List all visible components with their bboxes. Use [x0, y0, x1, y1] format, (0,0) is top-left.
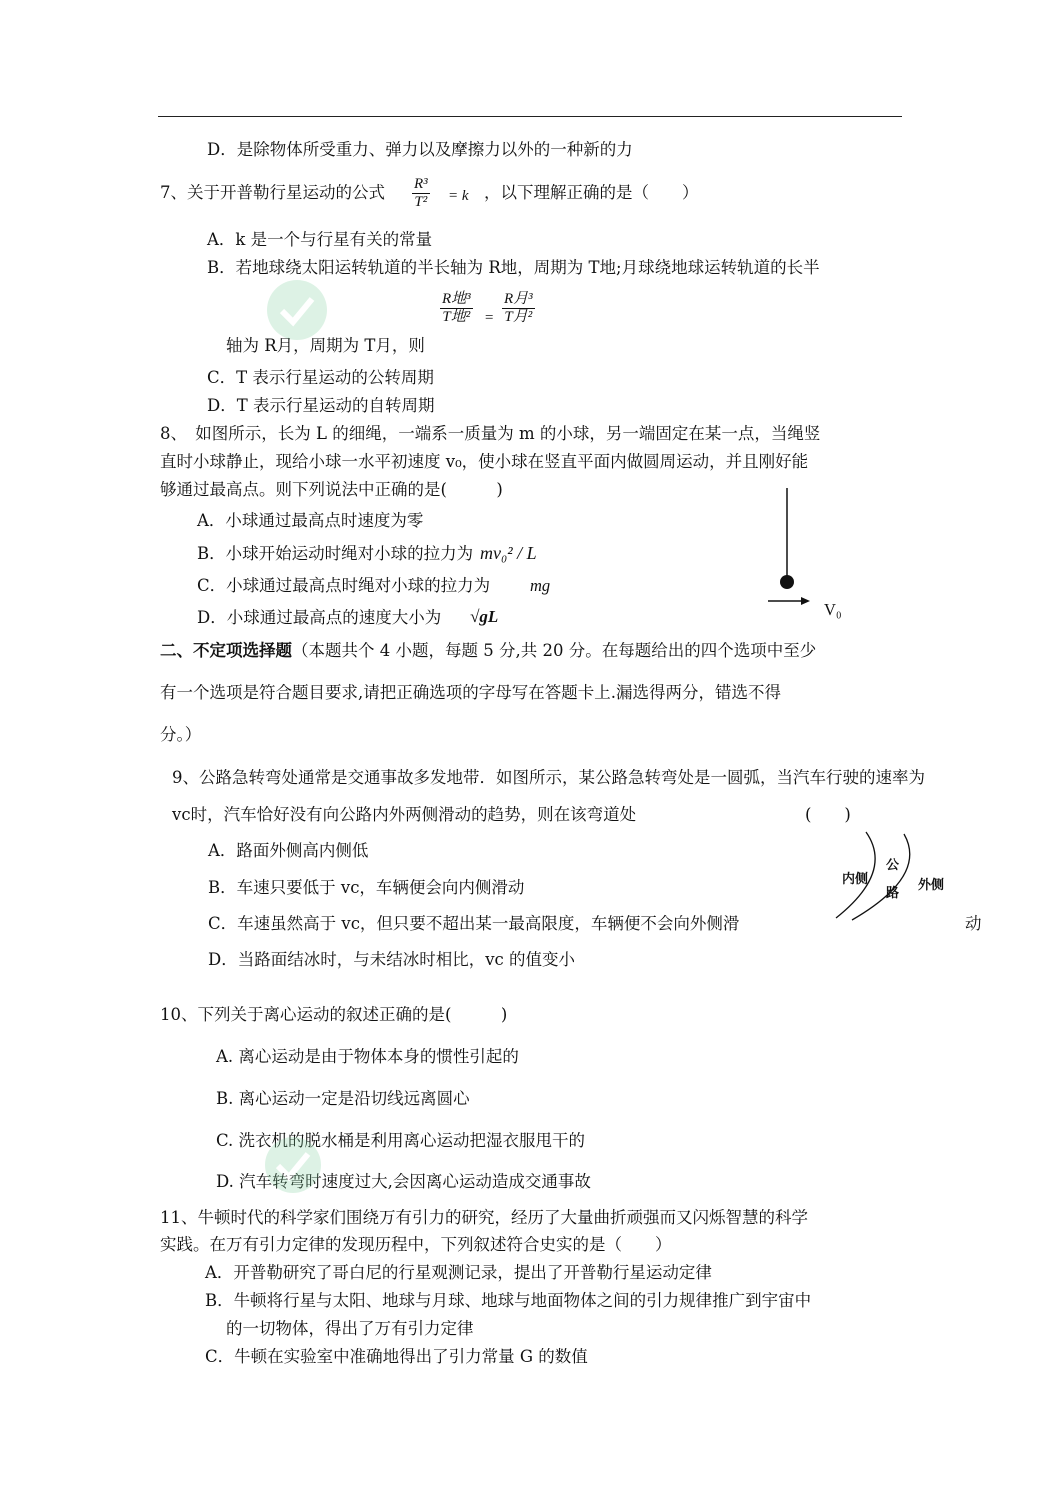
- q9-option-c: C．车速虽然高于 vc，但只要不超出某一最高限度，车辆便不会向外侧滑: [208, 914, 740, 933]
- q8-line2: 直时小球静止，现给小球一水平初速度 v₀，使小球在竖直平面内做圆周运动，并且刚好能: [160, 452, 809, 471]
- q6-option-d: D．是除物体所受重力、弹力以及摩擦力以外的一种新的力: [207, 140, 633, 159]
- watermark-logo-icon-2: [258, 1130, 328, 1200]
- q10-option-c: C. 洗衣机的脱水桶是利用离心运动把湿衣服甩干的: [216, 1131, 586, 1150]
- header-rule: [158, 116, 902, 117]
- q9-line2: vc时，汽车恰好没有向公路内外两侧滑动的趋势，则在该弯道处: [172, 805, 637, 824]
- q7-stem: 7、关于开普勒行星运动的公式: [160, 183, 385, 202]
- q11-option-c: C．牛顿在实验室中准确地得出了引力常量 G 的数值: [205, 1347, 588, 1366]
- section2-desc3: 分。）: [160, 725, 202, 744]
- q7-option-c: C．T 表示行星运动的公转周期: [207, 368, 434, 387]
- q7-b-formula-equals: =: [484, 310, 495, 326]
- q8-option-a: A．小球通过最高点时速度为零: [197, 511, 424, 530]
- q7-option-b-line1: B．若地球绕太阳运转轨道的半长轴为 R地，周期为 T地;月球绕地球运转轨道的长半: [207, 258, 820, 277]
- q8-line3: 够通过最高点。则下列说法中正确的是( ): [160, 480, 503, 499]
- section2-header: [160, 641, 816, 661]
- section2-desc2: 有一个选项是符合题目要求,请把正确选项的字母写在答题卡上.漏选得两分，错选不得: [160, 683, 781, 702]
- pendulum-figure: [760, 480, 840, 620]
- velocity-label: V₀: [824, 600, 842, 619]
- q9-option-a: A．路面外侧高内侧低: [208, 841, 369, 860]
- q11-option-b-line2: 的一切物体，得出了万有引力定律: [226, 1319, 474, 1338]
- q11-option-b-line1: B．牛顿将行星与太阳、地球与月球、地球与地面物体之间的引力规律推广到宇宙中: [205, 1291, 812, 1310]
- pendulum-ball: [780, 575, 794, 589]
- q9-option-c-tail: 动: [965, 914, 982, 933]
- q9-line1: 9、公路急转弯处通常是交通事故多发地带．如图所示，某公路急转弯处是一圆弧，当汽车行驶的速率为: [172, 768, 925, 787]
- q7-formula-den: T²: [414, 194, 428, 210]
- velocity-arrowhead-icon: [801, 597, 810, 605]
- q7-option-d: D．T 表示行星运动的自转周期: [207, 396, 435, 415]
- section2-desc1: （本题共个 4 小题，每题 5 分,共 20 分。在每题给出的四个选项中至少: [292, 641, 817, 660]
- q7-formula-num: R³: [414, 176, 428, 192]
- road-inner-label: 内侧: [842, 872, 869, 887]
- q9-option-b: B．车速只要低于 vc，车辆便会向内侧滑动: [208, 878, 525, 897]
- q7-b-right-num: R月³: [504, 291, 533, 307]
- q10-option-a: A. 离心运动是由于物体本身的惯性引起的: [216, 1047, 519, 1066]
- q9-answer-paren: ( ): [805, 805, 851, 824]
- q8-option-c: C．小球通过最高点时绳对小球的拉力为: [197, 576, 491, 595]
- watermark-logo-icon: [262, 275, 332, 345]
- road-label-1: 公: [886, 858, 900, 873]
- q7-b-left-num: R地³: [442, 291, 471, 307]
- section2-title: 二、不定项选择题: [160, 641, 292, 660]
- q8-line1: 8、 如图所示，长为 L 的细绳，一端系一质量为 m 的小球，另一端固定在某一点，当绳竖: [160, 424, 821, 443]
- q7-option-a: A．k 是一个与行星有关的常量: [207, 230, 433, 249]
- road-outer-label: 外侧: [918, 878, 945, 893]
- q10-option-b: B. 离心运动一定是沿切线远离圆心: [216, 1089, 470, 1108]
- q8-option-d-math: √gL: [470, 607, 499, 626]
- q8-option-b: B．小球开始运动时绳对小球的拉力为: [197, 544, 474, 563]
- q7-formula-fraction: [412, 177, 430, 210]
- road-label-2: 路: [886, 886, 900, 901]
- q7-formula-rhs: = k: [448, 188, 469, 204]
- q10-option-d: D. 汽车转弯时速度过大,会因离心运动造成交通事故: [216, 1172, 591, 1191]
- q11-option-a: A．开普勒研究了哥白尼的行星观测记录，提出了开普勒行星运动定律: [205, 1263, 712, 1282]
- q7-b-left-den: T地²: [442, 309, 471, 325]
- q8-option-c-math: mg: [530, 576, 551, 595]
- q7-b-right-den: T月²: [504, 309, 533, 325]
- q7-b-formula-left: [440, 292, 473, 325]
- q11-line1: 11、牛顿时代的科学家们围绕万有引力的研究，经历了大量曲折顽强而又闪烁智慧的科学: [160, 1208, 808, 1227]
- q8-option-b-math: mv₀² / L: [480, 543, 537, 563]
- q11-line2: 实践。在万有引力定律的发现历程中，下列叙述符合史实的是（ ）: [160, 1235, 672, 1254]
- q7-option-b-line2: 轴为 R月，周期为 T月，则: [226, 336, 425, 355]
- q8-option-d: D．小球通过最高点的速度大小为: [197, 608, 442, 627]
- q10-stem: 10、下列关于离心运动的叙述正确的是( ): [160, 1005, 508, 1024]
- q7-b-formula-right: [502, 292, 535, 325]
- q9-option-d: D．当路面结冰时，与未结冰时相比，vc 的值变小: [208, 950, 576, 969]
- q7-stem-post: ，以下理解正确的是（ ）: [484, 183, 699, 202]
